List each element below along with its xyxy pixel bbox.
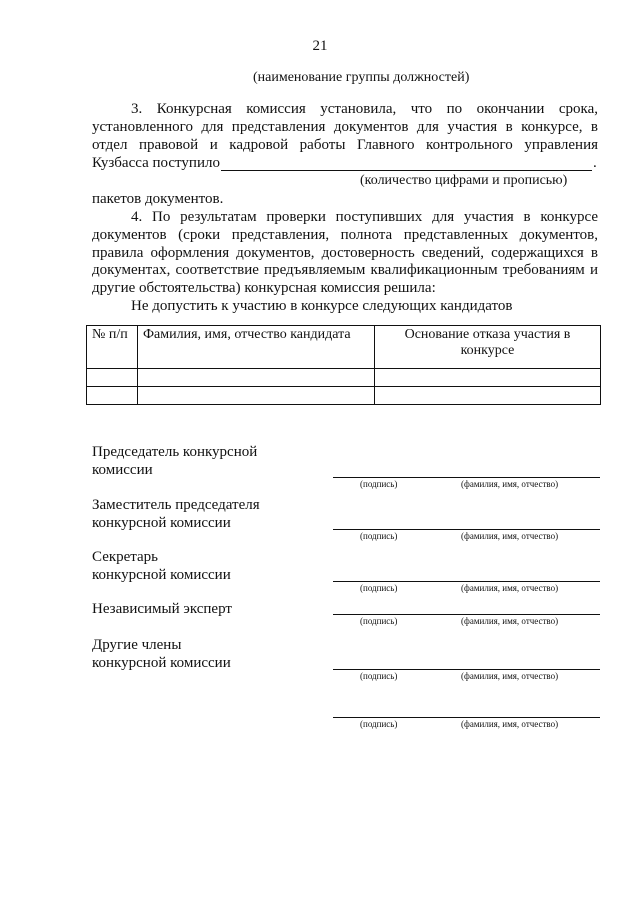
- full-name-caption: (фамилия, имя, отчество): [461, 583, 559, 593]
- table-header-row: [87, 326, 601, 369]
- table-cell: [87, 387, 138, 405]
- others-signature-line-1: [333, 669, 600, 681]
- chair-signature-line: [333, 477, 600, 489]
- full-name-caption: (фамилия, имя, отчество): [461, 531, 559, 541]
- table-cell: [138, 369, 375, 387]
- chair-label-line2: комиссии: [92, 462, 153, 478]
- signature-caption: (подпись): [360, 719, 398, 729]
- secretary-signature-line: [333, 581, 600, 593]
- others-label-line2: конкурсной комиссии: [92, 655, 231, 671]
- group-caption: (наименование группы должностей): [253, 70, 470, 85]
- page-number: 21: [312, 38, 328, 54]
- others-signature-line-2: [333, 717, 600, 729]
- secretary-label-line2: конкурсной комиссии: [92, 567, 231, 583]
- para4-line1: 4. По результатам проверки поступивших для участия в конкурсе: [131, 209, 598, 225]
- chair-label-line1: Председатель конкурсной: [92, 444, 258, 460]
- deputy-label-line1: Заместитель председателя: [92, 497, 260, 513]
- full-name-caption: (фамилия, имя, отчество): [461, 719, 559, 729]
- expert-signature-line: [333, 614, 600, 626]
- para3-line1: 3. Конкурсная комиссия установила, что по окончании срока,: [131, 101, 598, 117]
- signature-caption: (подпись): [360, 616, 398, 626]
- para3-line5: пакетов документов.: [92, 191, 224, 207]
- full-name-caption: (фамилия, имя, отчество): [461, 671, 559, 681]
- table-row: [87, 369, 601, 387]
- count-blank-line: [221, 170, 592, 171]
- para3-line4-end: .: [593, 155, 597, 171]
- secretary-label-line1: Секретарь: [92, 549, 159, 565]
- rejected-candidates-table: [86, 325, 601, 405]
- table-cell: [375, 369, 601, 387]
- expert-label: Независимый эксперт: [92, 601, 232, 617]
- table-cell: [138, 387, 375, 405]
- para3-line3: отдел правовой и кадровой работы Главного контрольного управления: [92, 137, 598, 153]
- signature-caption: (подпись): [360, 583, 398, 593]
- para4-line2: документов (сроки представления, полнота представленных документов,: [92, 227, 598, 243]
- col-name-header: Фамилия, имя, отчество кандидата: [138, 326, 375, 369]
- deputy-label-line2: конкурсной комиссии: [92, 515, 231, 531]
- full-name-caption: (фамилия, имя, отчество): [461, 479, 559, 489]
- para4-line4: документах, соответствие предъявляемым квалификационным требованиям и: [92, 262, 598, 278]
- para3-line4: Кузбасса поступило: [92, 155, 220, 171]
- para4-line3: правила оформления документов, достоверность сведений, содержащихся в: [92, 245, 598, 261]
- signature-caption: (подпись): [360, 531, 398, 541]
- others-label-line1: Другие члены: [92, 637, 182, 653]
- count-caption: (количество цифрами и прописью): [360, 173, 568, 188]
- col-number-header: № п/п: [87, 326, 138, 369]
- col-reason-header: Основание отказа участия в конкурсе: [375, 326, 601, 369]
- signature-caption: (подпись): [360, 479, 398, 489]
- deputy-signature-line: [333, 529, 600, 541]
- full-name-caption: (фамилия, имя, отчество): [461, 616, 559, 626]
- para4-line6: Не допустить к участию в конкурсе следующих кандидатов: [131, 298, 513, 314]
- table-row: [87, 387, 601, 405]
- para3-line2: установленного для представления документов для участия в конкурсе, в: [92, 119, 598, 135]
- table-cell: [375, 387, 601, 405]
- para4-line5: другие обстоятельства) конкурсная комиссия решила:: [92, 280, 436, 296]
- signature-caption: (подпись): [360, 671, 398, 681]
- table-cell: [87, 369, 138, 387]
